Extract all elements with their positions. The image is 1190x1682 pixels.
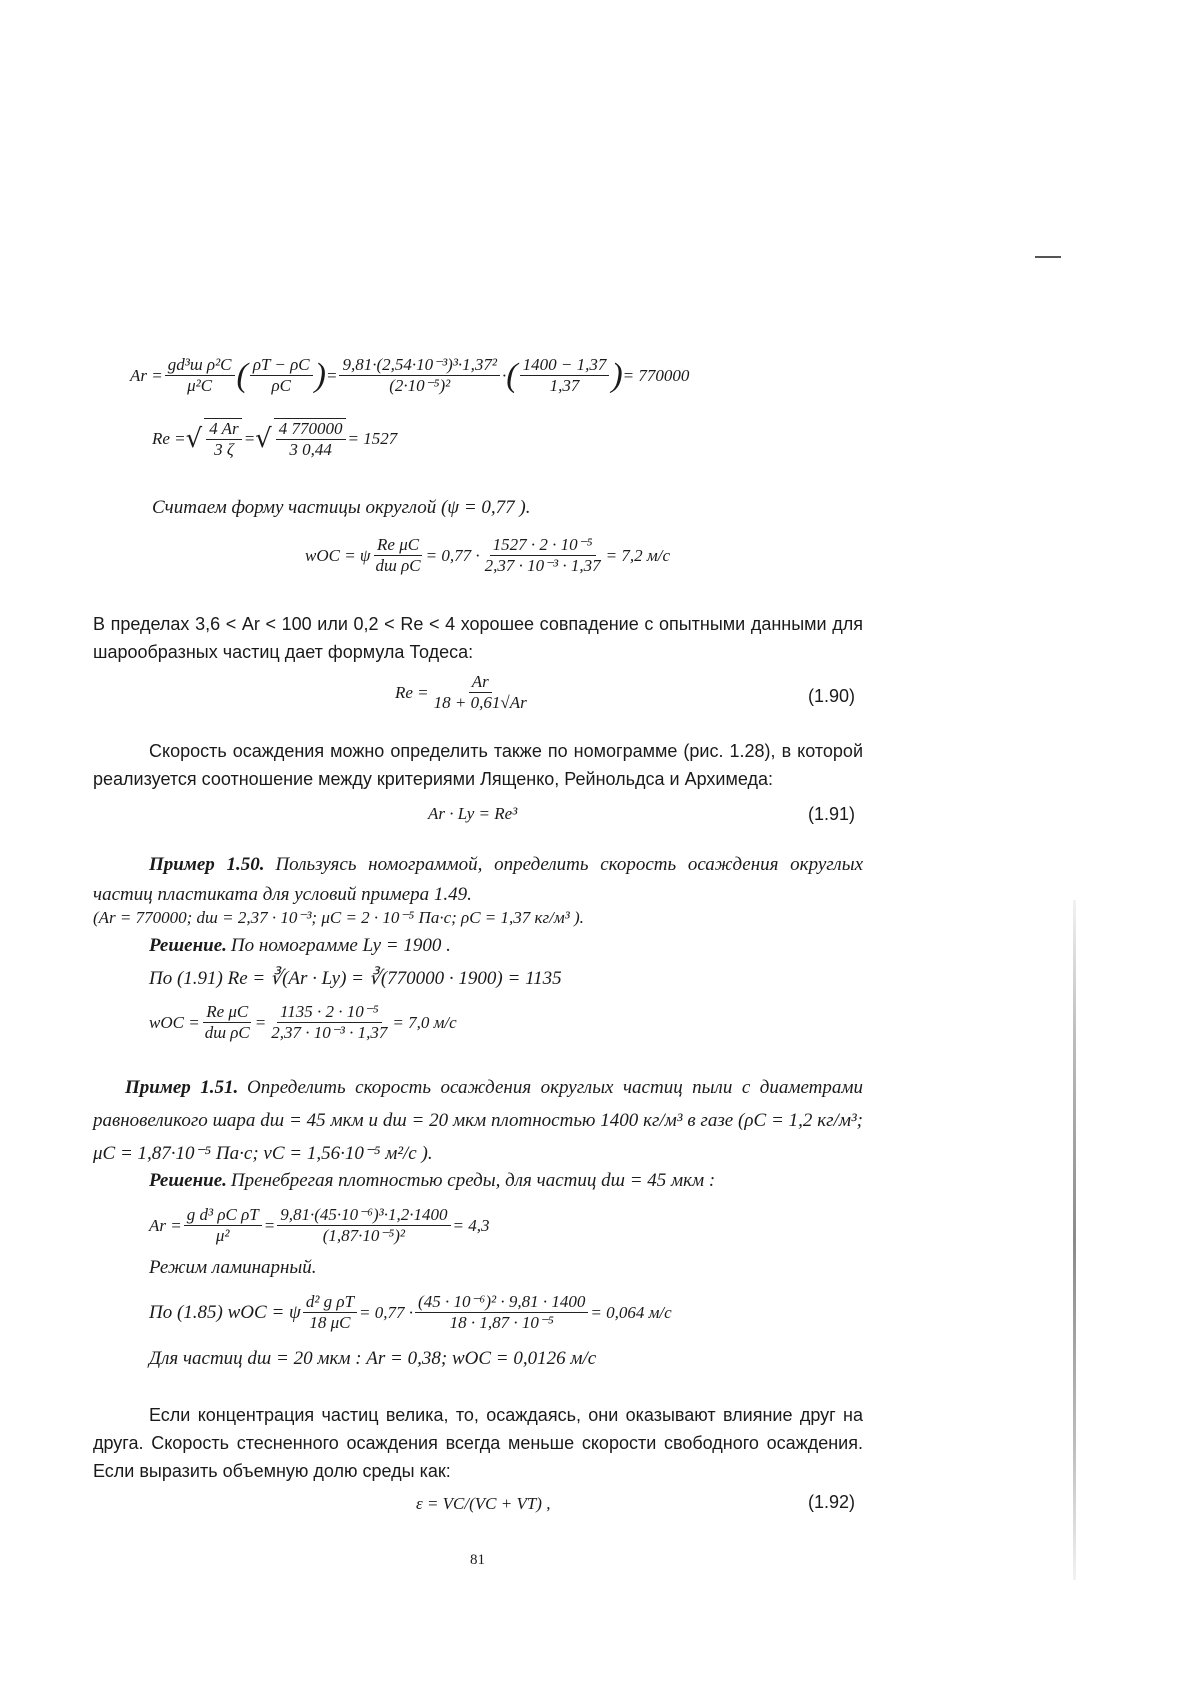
numerator: Ar [469, 672, 492, 693]
example-1-51 [93, 1072, 863, 1171]
eq-middle: = 0,77 · [425, 545, 480, 565]
numerator: 4 770000 [276, 419, 346, 440]
equals: = [254, 1012, 267, 1032]
left-paren: ( [506, 356, 518, 394]
equation-number: (1.90) [808, 686, 856, 706]
left-paren: ( [236, 356, 248, 394]
eq-lhs: Re = [395, 682, 429, 702]
page-number: 81 [470, 1552, 485, 1568]
eq-result: = 1527 [347, 429, 398, 448]
fraction [250, 355, 313, 396]
numerator: (45 · 10⁻⁶)² · 9,81 · 1400 [415, 1292, 588, 1313]
example-text: Определить скорость осаждения округлых частиц пыли с диаметрами равновеликого шара dш = 45 мкм и dш = 20 мкм плотностью 1400 кг/м³ в газе (ρC = 1,2 кг/м³; μC = 1,87·10⁻⁵ Па·с; νC = 1,56·10⁻⁵ м²/с ). [93, 1077, 864, 1164]
equation-number: (1.91) [808, 804, 856, 824]
fraction [274, 418, 346, 460]
equation-1-91: Ar · Ly = Re³ [428, 804, 518, 823]
eq-result: = 0,064 м/с [590, 1302, 672, 1322]
solution-line [149, 1170, 715, 1192]
fraction [415, 1292, 588, 1333]
dot: · [502, 365, 507, 385]
numerator: Re μC [203, 1002, 251, 1023]
equation-woc-2 [149, 1002, 457, 1043]
numerator: Re μC [374, 535, 422, 556]
fraction [204, 418, 241, 460]
eq-lhs: Ar = [130, 365, 163, 385]
fraction [202, 1002, 253, 1043]
right-paren: ) [314, 356, 326, 394]
numerator: gd³ш ρ²C [165, 355, 235, 376]
fraction [482, 535, 604, 576]
equation-1-92: ε = VC/(VC + VT) , [416, 1494, 551, 1513]
equation-ar-1 [130, 355, 689, 396]
equals: = [325, 365, 338, 385]
fraction [165, 355, 235, 396]
denominator: dш ρC [204, 1023, 250, 1042]
fraction [303, 1292, 357, 1333]
numerator: d² g ρT [303, 1292, 357, 1313]
eq-lhs: wOC = ψ [305, 545, 371, 565]
solution-line [149, 935, 451, 957]
solution-text: По номограмме Ly = 1900 . [230, 935, 451, 956]
numerator: g d³ ρC ρT [184, 1205, 262, 1226]
fraction [277, 1205, 450, 1246]
denominator: 18 + 0,61√Ar [433, 693, 527, 712]
eq-lhs: По (1.85) wOC = ψ [149, 1301, 301, 1323]
eq-result: = 7,0 м/с [392, 1012, 457, 1032]
fraction [268, 1002, 390, 1043]
equals: = [263, 1215, 276, 1235]
denominator: 2,37 · 10⁻³ · 1,37 [484, 556, 601, 575]
denominator: dш ρC [375, 556, 421, 575]
example-1-50 [93, 850, 863, 910]
numerator: 9,81·(45·10⁻⁶)³·1,2·1400 [277, 1205, 450, 1226]
denominator: 18 μC [309, 1313, 351, 1332]
denominator: 18 · 1,87 · 10⁻⁵ [449, 1313, 554, 1332]
numerator: 4 Ar [206, 419, 241, 440]
example-title: Пример 1.51. [125, 1077, 239, 1098]
eq-result: = 7,2 м/с [605, 545, 670, 565]
eq-lhs: Re = [152, 429, 186, 448]
solution-label: Решение. [149, 1170, 227, 1191]
example-title: Пример 1.50. [149, 854, 265, 875]
scan-mark [1035, 256, 1061, 258]
fraction [520, 355, 610, 396]
denominator: 3 ζ [214, 440, 234, 459]
small-particle-note: Для частиц dш = 20 мкм : Ar = 0,38; wOC = 0,0126 м/с [149, 1348, 597, 1369]
numerator: 1135 · 2 · 10⁻⁵ [277, 1002, 382, 1023]
equation-woc-1 [305, 535, 670, 576]
equals: = [243, 429, 256, 448]
denominator: 3 0,44 [289, 440, 332, 459]
example-text: Пользуясь номограммой, определить скорость осаждения округлых частиц пластиката для условий примера 1.49. [93, 854, 863, 905]
sqrt-sign: √ [185, 424, 203, 454]
eq-lhs: Ar = [149, 1215, 182, 1235]
denominator: 2,37 · 10⁻³ · 1,37 [271, 1023, 388, 1042]
shape-note: Считаем форму частицы округлой (ψ = 0,77 ). [152, 497, 531, 518]
fraction [431, 672, 530, 713]
fraction [184, 1205, 262, 1246]
denominator: (2·10⁻⁵)² [389, 376, 451, 395]
solution-text: Пренебрегая плотностью среды, для частиц dш = 45 мкм : [230, 1170, 716, 1191]
paragraph-concentration: Если концентрация частиц велика, то, осаждаясь, они оказывают влияние друг на друга. Скорость стесненного осаждения всегда меньше скорости свободного осаждения. Если выразить объемную долю среды как: [93, 1405, 863, 1481]
denominator: μ²C [187, 376, 213, 395]
eq-result: = 770000 [622, 365, 690, 385]
equation-ar-2 [149, 1205, 489, 1246]
scan-edge-shadow [1073, 900, 1076, 1580]
paragraph-nomogram: Скорость осаждения можно определить также по номограмме (рис. 1.28), в которой реализуется соотношение между критериями Лященко, Рейнольдса и Архимеда: [93, 741, 863, 789]
numerator: 9,81·(2,54·10⁻³)³·1,37² [339, 355, 500, 376]
denominator: ρC [271, 376, 291, 395]
denominator: (1,87·10⁻⁵)² [322, 1226, 405, 1245]
equation-re-1 [152, 418, 397, 460]
regime-note: Режим ламинарный. [149, 1257, 317, 1278]
eq-lhs: wOC = [149, 1012, 200, 1032]
eq-result: = 4,3 [452, 1215, 490, 1235]
denominator: μ² [215, 1226, 230, 1245]
example-params: (Ar = 770000; dш = 2,37 · 10⁻³; μC = 2 · 10⁻⁵ Па·с; ρC = 1,37 кг/м³ ). [93, 908, 584, 927]
numerator: 1400 − 1,37 [520, 355, 610, 376]
sqrt-sign: √ [255, 424, 272, 454]
solution-step: По (1.91) Re = ∛(Ar · Ly) = ∛(770000 · 1900) = 1135 [149, 968, 562, 989]
right-paren: ) [611, 356, 623, 394]
fraction [339, 355, 500, 396]
equation-1-90 [395, 672, 532, 713]
denominator: 1,37 [549, 376, 580, 395]
eq-middle: = 0,77 · [359, 1302, 414, 1322]
solution-label: Решение. [149, 935, 227, 956]
numerator: 1527 · 2 · 10⁻⁵ [490, 535, 596, 556]
equation-number: (1.92) [808, 1492, 856, 1512]
fraction [373, 535, 424, 576]
numerator: ρT − ρC [250, 355, 313, 376]
paragraph-todes: В пределах 3,6 < Ar < 100 или 0,2 < Re < 4 хорошее совпадение с опытными данными для шарообразных частиц дает формула Тодеса: [93, 614, 863, 662]
equation-woc-3 [149, 1292, 672, 1333]
